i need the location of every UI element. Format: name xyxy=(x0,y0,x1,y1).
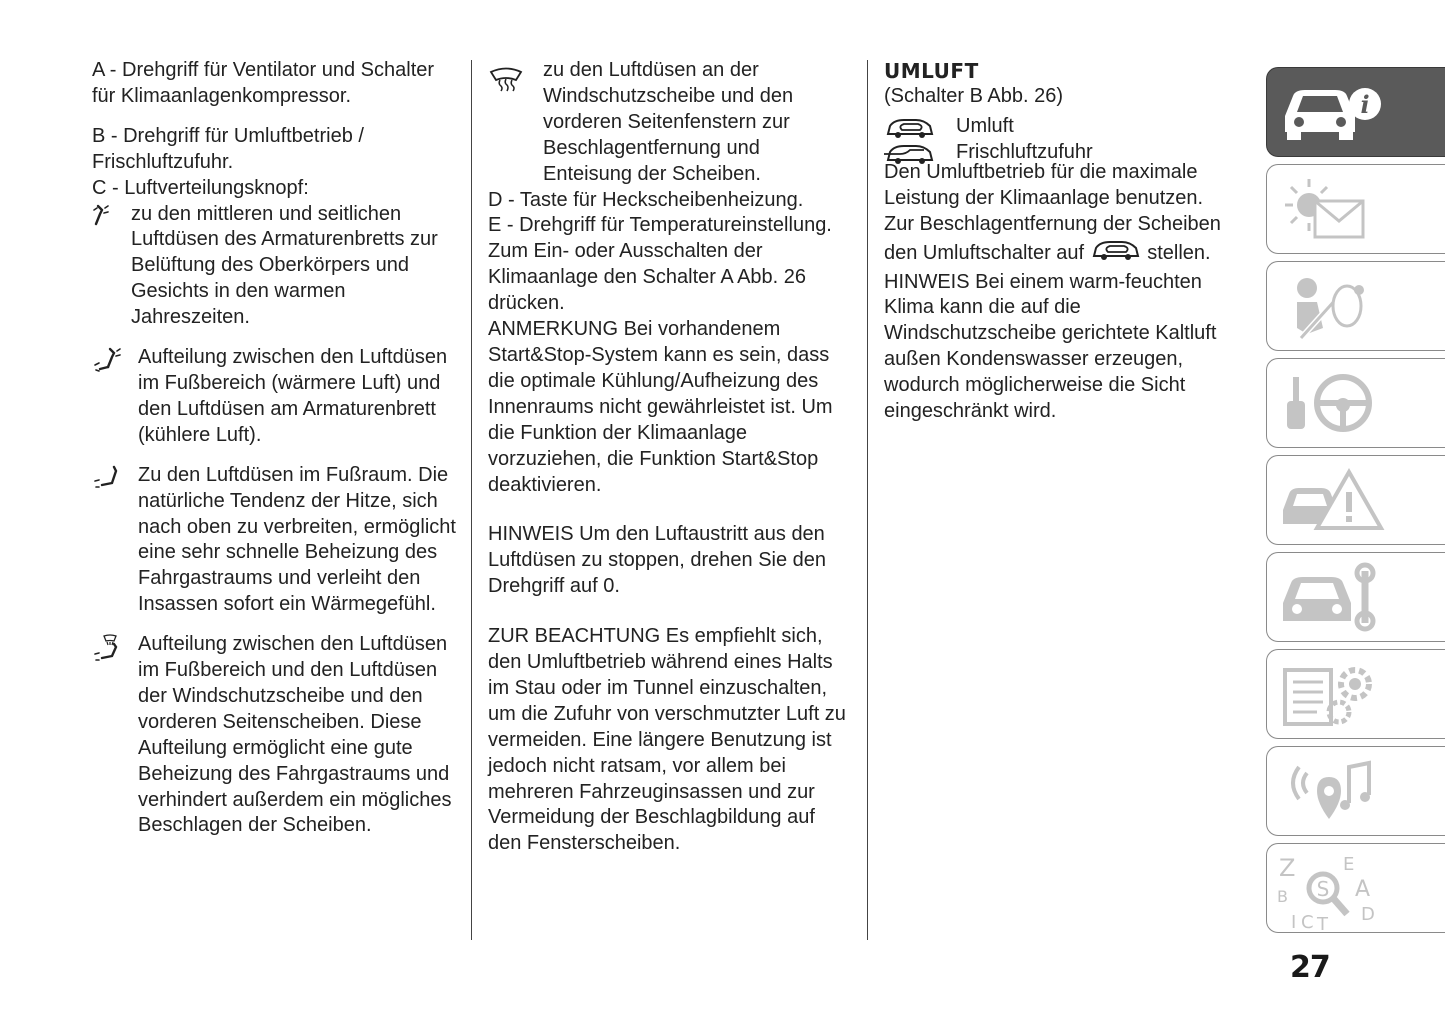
index-letter-c: C xyxy=(1301,912,1314,930)
svg-text:i: i xyxy=(1360,90,1370,119)
face-feet-vents-icon xyxy=(92,345,138,373)
note-zur-beachtung: ZUR BEACHTUNG Es empfiehlt sich, den Umluftbetrieb während eines Halts im Stau oder im Tunnel einzuschalten, um die Zufuhr von verschmutzter Luft zu vermeiden. Eine längere Benutzung ist jedoch nicht ratsam, vor allem bei mehreren Fahrzeuginsassen und zur Vermeidung der Beschlagbildung auf den Fensterscheiben. xyxy=(488,625,846,855)
list-item xyxy=(92,632,462,839)
tab-emergency[interactable] xyxy=(1266,455,1445,545)
emergency-icon xyxy=(1277,462,1387,537)
column-right xyxy=(884,58,1244,425)
driving-icon xyxy=(1277,365,1387,440)
list-item xyxy=(92,345,462,449)
recirculation-inline-icon xyxy=(1090,238,1142,270)
section-heading: UMLUFT xyxy=(884,59,979,83)
note-anmerkung: ANMERKUNG Bei vorhandenem Start&Stop-System kann es sein, dass die optimale Kühlung/Aufheizung des Innenraums nicht gewährleistet ist. Um die Funktion der Klimaanlage vorzuziehen, die Funktion Start&Stop deaktivieren. xyxy=(488,318,833,496)
warning-lights-icon xyxy=(1277,171,1387,246)
note-hinweis: HINWEIS Bei einem warm-feuchten Klima kann die auf die Windschutzscheibe gerichtete Kaltluft außen Kondenswasser erzeugen, wodurch möglicherweise die Sicht eingeschränkt wird. xyxy=(884,270,1217,423)
item-d-text: D - Taste für Heckscheibenheizung. xyxy=(488,188,804,211)
fresh-air-label: Frischluftzufuhr xyxy=(956,140,1093,163)
list-item xyxy=(92,463,462,618)
item-e-text: E - Drehgriff für Temperatureinstellung. xyxy=(488,214,832,237)
feet-windshield-icon xyxy=(92,632,138,662)
paragraph: Den Umluftbetrieb für die maximale Leistung der Klimaanlage benutzen. xyxy=(884,160,1204,209)
index-letter-b: B xyxy=(1277,887,1288,906)
car-info-icon xyxy=(1277,74,1387,144)
list-item xyxy=(92,202,462,332)
page-number: 27 xyxy=(1290,950,1330,985)
list-item xyxy=(488,58,848,188)
column-left xyxy=(92,58,462,839)
paragraph-part: Zur Beschlagentfernung der Scheiben den Umluftschalter auf xyxy=(884,212,1221,264)
tab-multimedia[interactable] xyxy=(1266,746,1445,836)
list-item-text: Zu den Luftdüsen im Fußraum. Die natürliche Tendenz der Hitze, sich nach oben zu verbreiten, ermöglicht eine sehr schnelle Beheizung des Fahrgastraums und verleiht den Insassen sofort ein Wärmegefühl. xyxy=(138,463,456,616)
recirculation-icon xyxy=(884,114,956,140)
item-c-text: C - Luftverteilungsknopf: xyxy=(92,176,309,199)
index-icon xyxy=(1277,850,1387,930)
tab-car-info[interactable] xyxy=(1266,67,1445,157)
list-item-text: Aufteilung zwischen den Luftdüsen im Fußbereich (wärmere Luft) und den Luftdüsen am Armaturenbrett (kühlere Luft). xyxy=(138,346,448,446)
tab-driving[interactable] xyxy=(1266,358,1445,448)
section-subtitle: (Schalter B Abb. 26) xyxy=(884,85,1063,107)
note-hinweis: HINWEIS Um den Luftaustritt aus den Luftdüsen zu stoppen, drehen Sie den Drehgriff auf 0. xyxy=(488,523,827,598)
safety-icon xyxy=(1277,268,1387,343)
index-letter-e: E xyxy=(1343,854,1355,875)
tab-safety[interactable] xyxy=(1266,261,1445,351)
column-middle xyxy=(488,58,848,857)
index-letter-a: A xyxy=(1355,877,1371,902)
index-letter-d: D xyxy=(1361,904,1375,925)
item-a-text: A - Drehgriff für Ventilator und Schalter für Klimaanlagenkompressor. xyxy=(92,59,435,107)
index-letter-i: I xyxy=(1291,912,1297,930)
column-divider-right xyxy=(867,60,868,940)
multimedia-icon xyxy=(1277,753,1387,828)
paragraph xyxy=(884,212,1244,270)
tab-warning-lights[interactable] xyxy=(1266,164,1445,254)
index-letter-z: Z xyxy=(1279,854,1296,882)
svg-text:S: S xyxy=(1316,877,1330,901)
paragraph-part: stellen. xyxy=(1147,241,1211,264)
face-vents-icon xyxy=(92,202,131,228)
tab-maintenance[interactable] xyxy=(1266,552,1445,642)
tab-technical-data[interactable] xyxy=(1266,649,1445,739)
item-b-text: B - Drehgriff für Umluftbetrieb / Frischluftzufuhr. xyxy=(92,124,364,173)
technical-data-icon xyxy=(1277,656,1387,731)
list-item-text: Aufteilung zwischen den Luftdüsen im Fußbereich und den Luftdüsen der Windschutzscheibe und den vorderen Seitenscheiben. Diese Aufteilung ermöglicht eine gute Beheizung des Fahrgastraums und verhindert außerdem ein mögliches Beschlagen der Scheiben. xyxy=(138,633,452,837)
list-item-text: zu den Luftdüsen an der Windschutzscheibe und den vorderen Seitenfenstern zur Beschlagentfernung und Enteisung der Scheiben. xyxy=(543,59,794,185)
index-letter-t: T xyxy=(1317,914,1328,930)
feet-vents-icon xyxy=(92,463,138,491)
recirculation-label: Umluft xyxy=(956,114,1014,137)
tab-index[interactable] xyxy=(1266,843,1445,933)
list-item-text: zu den mittleren und seitlichen Luftdüsen des Armaturenbretts zur Belüftung des Oberkörpers und Gesichts in den warmen Jahreszeiten. xyxy=(131,202,438,329)
list-item xyxy=(884,114,1244,140)
maintenance-icon xyxy=(1277,559,1387,634)
paragraph: Zum Ein- oder Ausschalten der Klimaanlage den Schalter A Abb. 26 drücken. xyxy=(488,240,807,315)
windshield-defrost-icon xyxy=(488,58,543,92)
column-divider-left xyxy=(471,60,472,940)
